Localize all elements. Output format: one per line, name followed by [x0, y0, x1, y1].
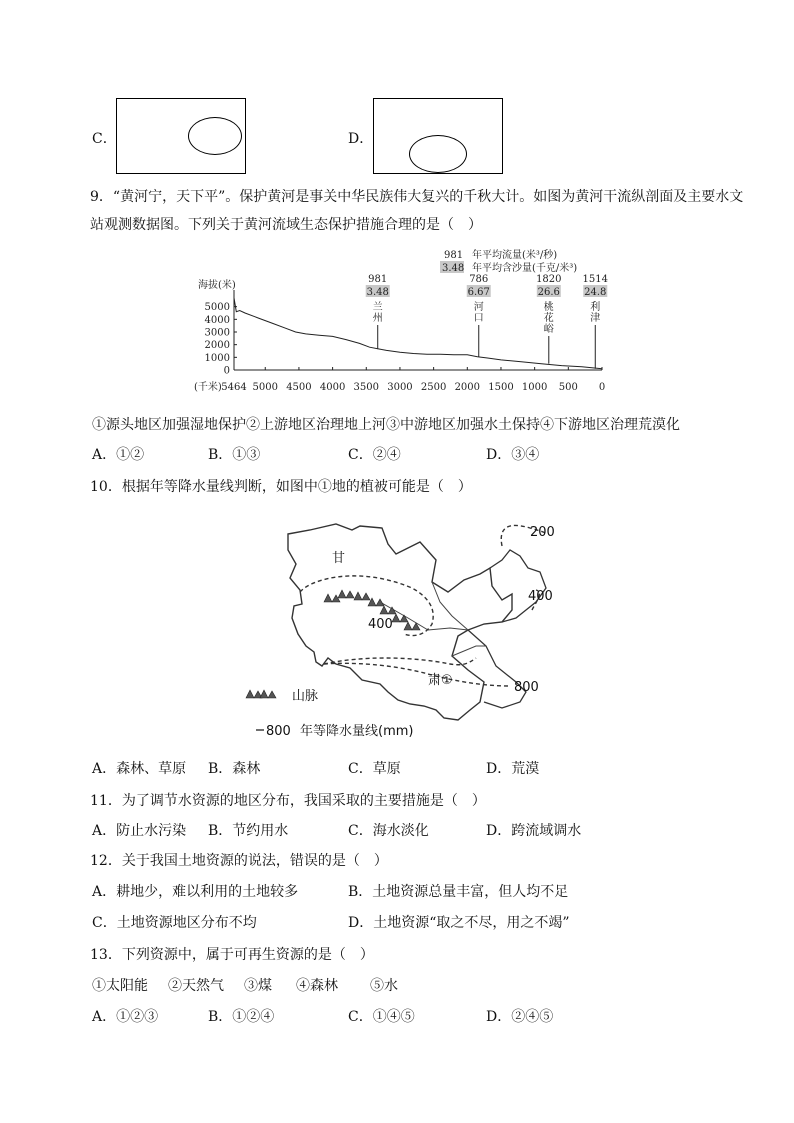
option-c-label: C． — [92, 131, 117, 147]
x-tick-label-5: 3000 — [387, 382, 413, 393]
q10-option-c[interactable]: C．草原 — [348, 761, 401, 777]
x-tick-label-1: 5000 — [252, 382, 278, 393]
station-flow-2: 1820 — [536, 274, 562, 285]
q9-option-c[interactable]: C．②④ — [348, 447, 401, 463]
q12-stem: 12．关于我国土地资源的说法，错误的是（ ） — [90, 853, 388, 869]
q13-option-d[interactable]: D．②④⑤ — [486, 1009, 554, 1025]
q10-option-d[interactable]: D．荒漠 — [486, 761, 540, 777]
q12-option-d[interactable]: D．土地资源“取之不尽，用之不竭” — [348, 915, 570, 931]
q13-item-4: ④森林 — [296, 978, 338, 994]
station-name-1-0: 河 — [473, 302, 484, 313]
q10-stem: 10．根据年等降水量线判断，如图中①地的植被可能是（ ） — [90, 479, 472, 495]
isohyet-label-800: 800 — [514, 680, 539, 695]
station-sand-3: 24.8 — [584, 287, 607, 298]
q11-stem: 11．为了调节水资源的地区分布，我国采取的主要措施是（ ） — [90, 793, 486, 809]
legend-sand-label: 年平均含沙量(千克/米³) — [472, 263, 578, 274]
x-tick-label-8: 1500 — [488, 382, 514, 393]
station-name-2-1: 花 — [543, 313, 554, 324]
precipitation-map — [240, 506, 580, 746]
option-c-figure — [116, 98, 246, 174]
inner-boundary-1 — [380, 602, 468, 630]
isohyet-800 — [324, 663, 510, 686]
legend-mountain-icon — [246, 690, 276, 698]
x-tick-label-3: 4000 — [319, 382, 346, 393]
q9-stem-line1: 9．“黄河宁，天下平”。保护黄河是事关中华民族伟大复兴的千秋大计。如图为黄河干流纵剖面及主要水文 — [90, 189, 744, 205]
inner-boundary-2 — [432, 582, 468, 630]
q11-option-d[interactable]: D．跨流域调水 — [486, 823, 582, 839]
q13-item-5: ⑤水 — [370, 978, 398, 994]
x-tick-label-0: 5464 — [221, 382, 247, 393]
x-axis-label: (千米) — [194, 382, 222, 393]
q9-stem-line2: 站观测数据图。下列关于黄河流域生态保护措施合理的是（ ） — [90, 217, 482, 233]
isohyet-label-400-west: 400 — [368, 617, 393, 632]
q13-stem: 13．下列资源中，属于可再生资源的是（ ） — [90, 947, 374, 963]
y-tick-label-0: 5000 — [204, 302, 230, 314]
legend-flow-label: 年平均流量(米³/秒) — [472, 250, 558, 261]
q13-item-1: ①太阳能 — [92, 978, 148, 994]
y-tick-label-1: 4000 — [204, 314, 230, 326]
station-sand-0: 3.48 — [366, 287, 389, 298]
map-label-gan: 甘 — [332, 551, 346, 566]
x-tick-label-11: 0 — [598, 382, 606, 393]
station-sand-2: 26.6 — [537, 287, 560, 298]
q11-option-c[interactable]: C．海水淡化 — [348, 823, 429, 839]
station-sand-1: 6.67 — [467, 287, 490, 298]
station-name-2-2: 峪 — [543, 324, 554, 335]
q11-option-a[interactable]: A．防止水污染 — [92, 823, 187, 839]
yellow-river-profile-chart — [190, 242, 630, 402]
station-flow-3: 1514 — [582, 274, 608, 285]
station-name-0-0: 兰 — [372, 302, 383, 313]
q12-option-c[interactable]: C．土地资源地区分布不均 — [92, 915, 257, 931]
q13-option-a[interactable]: A．①②③ — [92, 1009, 159, 1025]
q9-option-b[interactable]: B．①③ — [208, 447, 261, 463]
x-tick-label-6: 2500 — [420, 382, 447, 393]
isohyet-label-200: 200 — [530, 525, 555, 540]
y-tick-label-2: 3000 — [204, 327, 230, 339]
legend-isohyet-value: 800 — [266, 724, 291, 739]
map-label-su: 肃① — [428, 673, 453, 688]
station-name-0-1: 州 — [372, 313, 383, 324]
eastern-province-outline — [490, 550, 546, 622]
y-tick-label-3: 2000 — [204, 340, 230, 352]
option-c-ellipse — [188, 117, 242, 155]
q11-option-b[interactable]: B．节约用水 — [208, 823, 289, 839]
q10-option-b[interactable]: B．森林 — [208, 761, 261, 777]
station-name-3-0: 利 — [590, 302, 601, 313]
x-tick-label-9: 1000 — [521, 382, 548, 393]
option-d-figure — [373, 98, 503, 174]
southern-province-outline — [468, 630, 526, 708]
q13-item-3: ③煤 — [244, 978, 272, 994]
y-tick-label-4: 1000 — [204, 352, 230, 364]
q10-option-a[interactable]: A．森林、草原 — [92, 761, 187, 777]
legend-flow-value: 981 — [444, 250, 464, 261]
legend-sand-value: 3.48 — [442, 263, 465, 274]
isohyet-label-400-east: 400 — [528, 589, 553, 604]
q13-option-c[interactable]: C．①④⑤ — [348, 1009, 415, 1025]
y-axis-label: 海拔(米) — [198, 280, 236, 291]
q13-option-b[interactable]: B．①②④ — [208, 1009, 275, 1025]
x-tick-label-2: 4500 — [286, 382, 312, 393]
station-flow-1: 786 — [469, 274, 489, 285]
x-tick-label-4: 3500 — [353, 382, 380, 393]
legend-mountain-label: 山脉 — [292, 689, 319, 704]
q9-option-d[interactable]: D．③④ — [486, 447, 540, 463]
inner-boundary-3 — [452, 646, 486, 656]
q12-option-b[interactable]: B．土地资源总量丰富，但人均不足 — [348, 884, 569, 900]
station-flow-0: 981 — [368, 274, 388, 285]
x-tick-label-10: 500 — [558, 382, 578, 393]
q9-option-a[interactable]: A．①② — [92, 447, 145, 463]
q9-statements: ①源头地区加强湿地保护②上游地区治理地上河③中游地区加强水土保持④下游地区治理荒漠化 — [92, 417, 680, 433]
q13-item-2: ②天然气 — [168, 978, 224, 994]
option-d-label: D． — [348, 131, 374, 147]
x-tick-label-7: 2000 — [454, 382, 481, 393]
station-name-1-1: 口 — [473, 313, 484, 324]
isohyet-400-west — [300, 576, 433, 636]
legend-isohyet-label: 年等降水量线(mm) — [300, 724, 414, 739]
option-d-ellipse — [409, 135, 467, 173]
q12-option-a[interactable]: A．耕地少，难以利用的土地较多 — [92, 884, 299, 900]
station-name-3-1: 津 — [590, 313, 601, 324]
y-tick-label-5: 0 — [223, 365, 230, 377]
station-name-2-0: 桃 — [543, 302, 554, 313]
